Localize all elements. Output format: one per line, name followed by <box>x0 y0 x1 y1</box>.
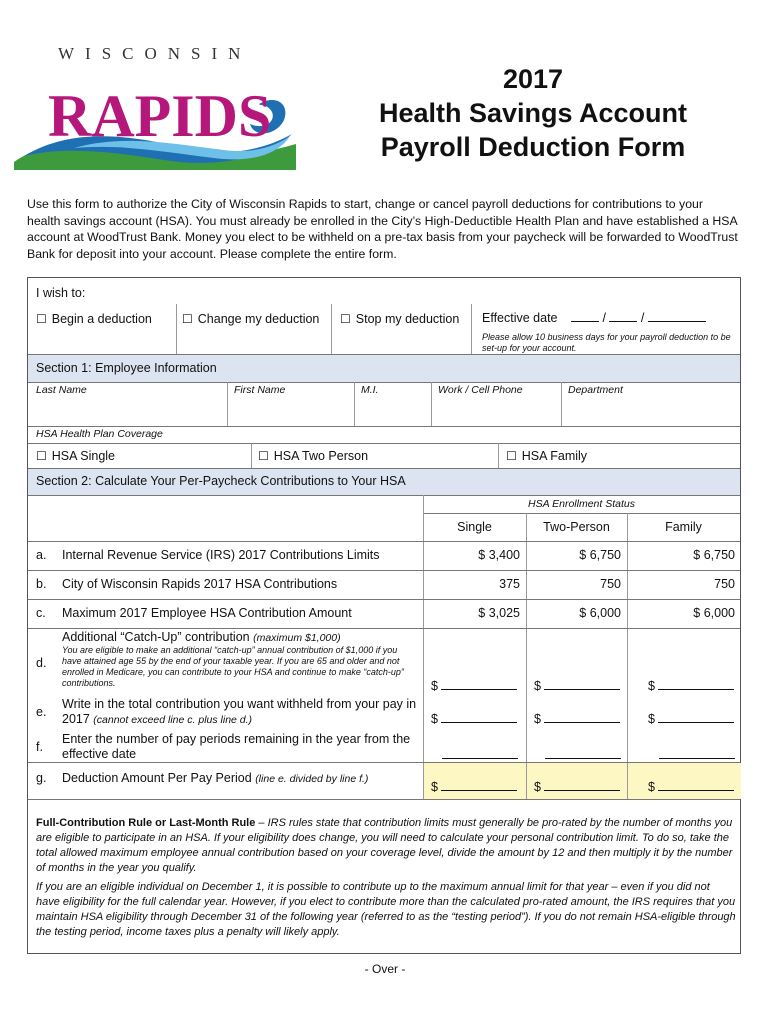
row-g-label-note: (line e. divided by line f.) <box>255 773 369 785</box>
title-year: 2017 <box>502 64 564 94</box>
row-g-letter: g. <box>36 771 47 785</box>
last-name-field[interactable]: Last Name <box>36 384 87 396</box>
row-b-letter: b. <box>36 577 47 591</box>
row-e-label-wrap <box>62 697 418 728</box>
row-f-two-person-input[interactable] <box>545 748 621 762</box>
rule-paragraph: Full-Contribution Rule or Last-Month Rule – IRS rules state that contribution limits must generally be pro-rated by the number of months you are eligible to participate in an HSA. If your eligibility does change, you will need to calculate your personal contribution limit. To do so, take the total allowed maximum employee annual contribution based on your coverage level, divide the amount by 12 and then multiply it by the number of months in the year you qualify. <box>36 817 733 874</box>
row-e-two-person-input[interactable]: $ <box>534 712 620 726</box>
stop-deduction-option[interactable] <box>340 312 459 326</box>
row-g-label: Deduction Amount Per Pay Period <box>62 771 252 785</box>
checkbox-icon: ☐ <box>36 312 47 326</box>
row-g-label-wrap <box>62 771 368 785</box>
effective-date-field[interactable]: Effective date / / <box>482 311 706 325</box>
row-f-label: Enter the number of pay periods remaining in the year from the effective date <box>62 732 411 761</box>
row-c-family: $ 6,000 <box>693 606 735 620</box>
row-c-label: Maximum 2017 Employee HSA Contribution Amount <box>62 606 352 620</box>
row-c-single: $ 3,025 <box>478 606 520 620</box>
begin-deduction-label: Begin a deduction <box>51 312 152 326</box>
row-g-two-person-input[interactable]: $ <box>534 780 620 794</box>
row-a-letter: a. <box>36 548 47 562</box>
coverage-label: HSA Health Plan Coverage <box>36 428 163 440</box>
rule-text2: If you are an eligible individual on December 1, it is possible to contribute up to the maximum annual limit for that year – even if you did not have eligibility for the full calendar year. However, if you elect to contribute more than the calculated pro-rated amount, the IRS requires that you maintain HSA eligibility through December 31 of the following year (referred to as the “testing period”). If you do not remain HSA-eligible through the testing period, income taxes plus a penalty will likely apply. <box>36 881 736 938</box>
rule-text1: IRS rules state that contribution limits must generally be pro-rated by the number of months you are eligible to participate in an HSA. If your eligibility does change, you will need to calculate your personal contribution limit. To do so, take the total allowed maximum employee annual contribution based on your coverage level, divide the amount by 12 and then multiply it by the number of months in the year you qualify. <box>36 817 733 874</box>
col-single: Single <box>457 520 492 534</box>
row-a-family: $ 6,750 <box>693 548 735 562</box>
effective-date-label: Effective date <box>482 311 558 325</box>
stop-deduction-label: Stop my deduction <box>355 312 460 326</box>
row-a-label: Internal Revenue Service (IRS) 2017 Contributions Limits <box>62 548 380 562</box>
mi-field[interactable]: M.I. <box>361 384 379 396</box>
row-c-letter: c. <box>36 606 46 620</box>
effective-date-note: Please allow 10 business days for your payroll deduction to be set-up for your account. <box>482 332 731 353</box>
hsa-two-person-option[interactable] <box>258 449 368 463</box>
row-f-single-input[interactable] <box>442 748 518 762</box>
checkbox-icon: ☐ <box>506 449 517 463</box>
rule-heading: Full-Contribution Rule or Last-Month Rule <box>36 817 256 829</box>
row-b-single: 375 <box>499 577 520 591</box>
checkbox-icon: ☐ <box>36 449 47 463</box>
row-f-family-input[interactable] <box>659 748 735 762</box>
phone-field[interactable]: Work / Cell Phone <box>438 384 523 396</box>
section2-title: Section 2: Calculate Your Per-Paycheck Contributions to Your HSA <box>36 474 406 488</box>
wish-label: I wish to: <box>36 286 86 300</box>
logo-graphic <box>14 64 296 170</box>
row-e-family-input[interactable]: $ <box>648 712 734 726</box>
title-line2: Payroll Deduction Form <box>380 132 686 162</box>
row-a-two-person: $ 6,750 <box>579 548 621 562</box>
row-b-two-person: 750 <box>600 577 621 591</box>
logo-main-text: RAPIDS <box>48 83 272 149</box>
section1-title: Section 1: Employee Information <box>36 361 217 375</box>
col-two-person: Two-Person <box>543 520 610 534</box>
row-g-single-input[interactable]: $ <box>431 780 517 794</box>
form-box <box>27 277 741 954</box>
intro-paragraph: Use this form to authorize the City of Wisconsin Rapids to start, change or cancel payroll deductions for contributions to your health savings account (HSA). You must already be enrolled in the City’s High-Deductible Health Plan and have established a HSA account at WoodTrust Bank. Money you elect to be withheld on a pre-tax basis from your paycheck will be forwarded to WoodTrust Bank for deposit into your account. Please complete the entire form. <box>27 197 738 261</box>
row-e-label-note: (cannot exceed line c. plus line d.) <box>93 714 253 726</box>
row-d-detail: You are eligible to make an additional “catch-up” annual contribution of $1,000 if you have attained age 55 by the end of your taxable year. If you are 65 and older and not enrolled in Medicare, you can contribute to your HSA and continue to make “catch-up” contributions. <box>62 645 404 688</box>
row-c-two-person: $ 6,000 <box>579 606 621 620</box>
row-e-label: Write in the total contribution you want withheld from your pay in 2017 <box>62 697 417 726</box>
row-b-family: 750 <box>714 577 735 591</box>
col-family: Family <box>665 520 702 534</box>
first-name-field[interactable]: First Name <box>234 384 286 396</box>
enrollment-status-label: HSA Enrollment Status <box>528 498 635 510</box>
row-e-letter: e. <box>36 705 47 719</box>
row-d-family-input[interactable]: $ <box>648 679 734 693</box>
hsa-two-person-label: HSA Two Person <box>273 449 369 463</box>
row-b-label: City of Wisconsin Rapids 2017 HSA Contributions <box>62 577 338 591</box>
checkbox-icon: ☐ <box>340 312 351 326</box>
row-d-label-note: (maximum $1,000) <box>253 632 341 644</box>
title-line1: Health Savings Account <box>378 98 688 128</box>
row-e-single-input[interactable]: $ <box>431 712 517 726</box>
row-g-family-input[interactable]: $ <box>648 780 734 794</box>
hsa-single-option[interactable] <box>36 449 115 463</box>
hsa-family-label: HSA Family <box>521 449 588 463</box>
row-d-single-input[interactable]: $ <box>431 679 517 693</box>
row-f-letter: f. <box>36 740 43 754</box>
change-deduction-option[interactable] <box>182 312 319 326</box>
begin-deduction-option[interactable] <box>36 312 152 326</box>
checkbox-icon: ☐ <box>182 312 193 326</box>
hsa-single-label: HSA Single <box>51 449 115 463</box>
row-d-letter: d. <box>36 656 47 670</box>
checkbox-icon: ☐ <box>258 449 269 463</box>
hsa-family-option[interactable] <box>506 449 587 463</box>
logo-top-text: WISCONSIN <box>58 44 252 63</box>
city-logo <box>14 44 296 170</box>
department-field[interactable]: Department <box>568 384 623 396</box>
row-d-two-person-input[interactable]: $ <box>534 679 620 693</box>
row-a-single: $ 3,400 <box>478 548 520 562</box>
footer-over: - Over - <box>364 962 406 976</box>
change-deduction-label: Change my deduction <box>197 312 320 326</box>
row-d-label: Additional “Catch-Up” contribution <box>62 630 250 644</box>
form-title <box>338 62 728 164</box>
row-d-label-wrap <box>62 630 341 644</box>
